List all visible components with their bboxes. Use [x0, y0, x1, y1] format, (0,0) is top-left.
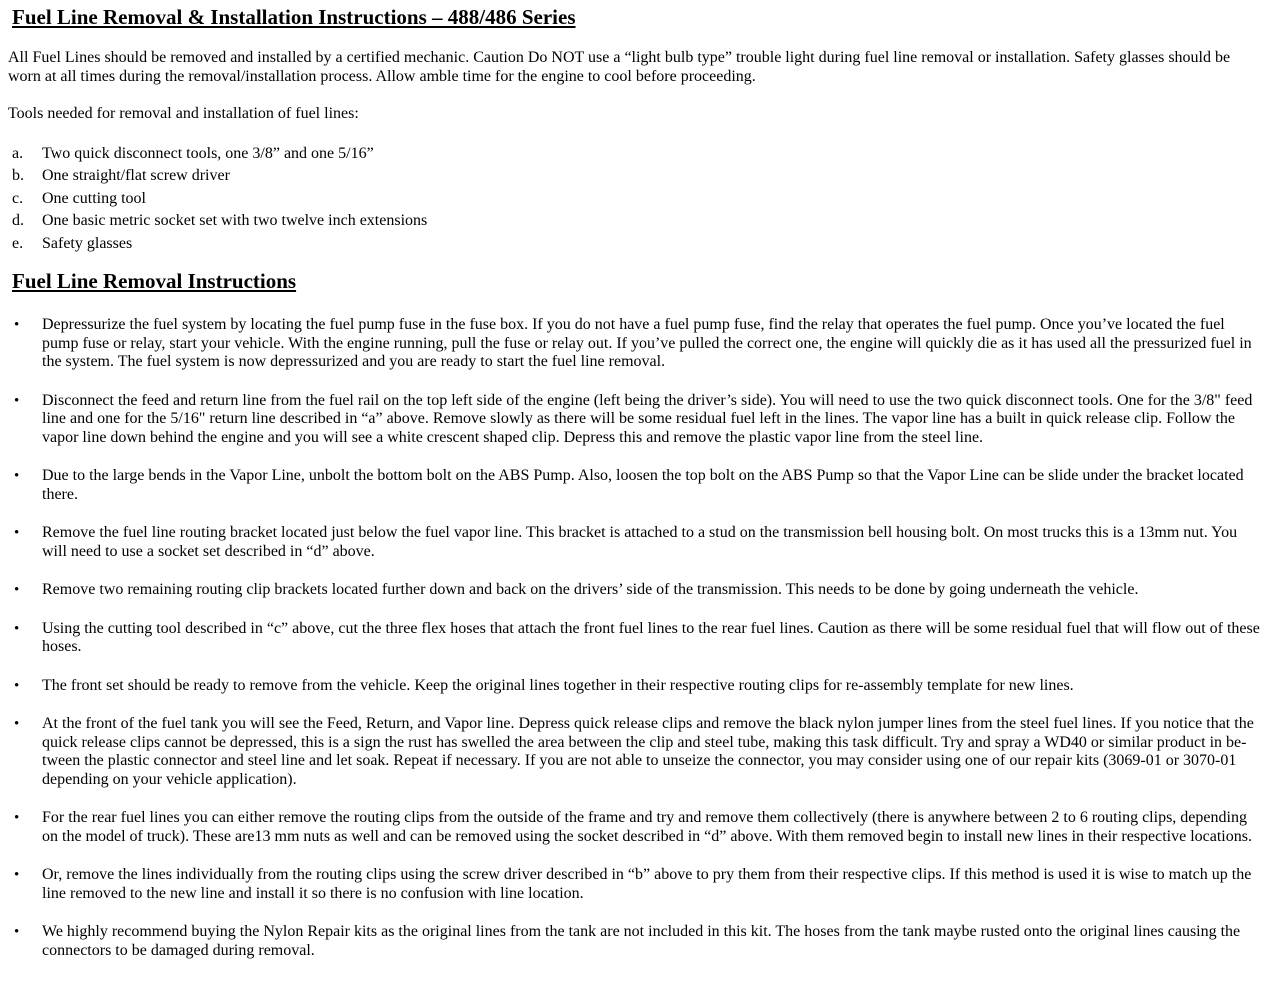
bullet-icon: •: [14, 392, 20, 409]
instruction-item: [14, 923, 1264, 960]
tool-item-text: One basic metric socket set with two twelve inch extensions: [42, 212, 428, 229]
tool-item-text: Two quick disconnect tools, one 3/8” and one 5/16”: [42, 144, 374, 162]
instruction-item: [14, 392, 1264, 448]
tool-item-text: One straight/flat screw driver: [42, 167, 230, 184]
instruction-text: Or, remove the lines individually from the routing clips using the screw driver described in “b” above to pry them from their respective clips. If this method is used it is wise to match up the line removed to the new line and install it so there is no confusion with line location.: [42, 866, 1252, 902]
instruction-item: [14, 620, 1264, 657]
instruction-text: The front set should be ready to remove from the vehicle. Keep the original lines together in their respective routing clips for re-assembly template for new lines.: [42, 676, 1074, 694]
tool-list-item: [12, 190, 1264, 209]
instruction-text: Depressurize the fuel system by locating the fuel pump fuse in the fuse box. If you do not have a fuel pump fuse, find the relay that operates the fuel pump. Once you’ve located the fuel pump fuse or relay, start your vehicle. With the engine running, pull the fuse or relay out. If you’ve pulled the correct one, the engine will quickly die as it has used all the pressurized fuel in the system. The fuel system is now depressurized and you are ready to start the fuel line removal.: [42, 316, 1252, 370]
intro-paragraph: All Fuel Lines should be removed and installed by a certified mechanic. Caution Do NOT use a “light bulb type” trouble light during fuel line removal or installation. Safety glasses should be worn at all times during the removal/installation process. Allow amble time for the engine to cool before proceeding.: [8, 49, 1231, 85]
tool-list-item: [12, 212, 1264, 231]
tool-list-item: [12, 145, 1264, 164]
instruction-item: [14, 715, 1264, 789]
instruction-text: Remove the fuel line routing bracket located just below the fuel vapor line. This bracket is attached to a stud on the transmission bell housing bolt. On most trucks this is a 13mm nut. You will need to use a socket set described in “d” above.: [42, 524, 1238, 560]
instruction-item: [14, 809, 1264, 846]
tool-list-item: [12, 167, 1264, 186]
instruction-item: [14, 866, 1264, 903]
removal-instructions-list: [8, 316, 1264, 960]
instruction-item: [14, 581, 1264, 600]
tool-item-text: Safety glasses: [42, 234, 133, 252]
bullet-icon: •: [14, 867, 20, 883]
tools-list-heading: Tools needed for removal and installation of fuel lines:: [8, 105, 359, 122]
list-marker: c.: [12, 189, 24, 207]
instruction-item: [14, 677, 1264, 696]
list-marker: d.: [12, 212, 24, 229]
bullet-icon: •: [14, 525, 20, 541]
tool-item-text: One cutting tool: [42, 189, 146, 207]
instruction-text: At the front of the fuel tank you will see the Feed, Return, and Vapor line. Depress quick release clips and remove the black nylon jumper lines from the steel fuel lines. If you notice that the quick release clips cannot be depressed, this is a sign the rust has swelled the area between the clip and steel tube, making this task difficult. Try and spray a WD40 or similar product in be-tween the plastic connector and steel line and let soak. Repeat if necessary. If you are not able to unseize the connector, you may consider using one of our repair kits (3069-01 or 3070-01 depending on your vehicle application).: [42, 715, 1254, 788]
tool-list-item: [12, 235, 1264, 254]
page-title: Fuel Line Removal & Installation Instructions – 488/486 Series: [12, 5, 576, 29]
instruction-item: [14, 524, 1264, 561]
list-marker: a.: [12, 144, 24, 162]
instruction-text: Remove two remaining routing clip brackets located further down and back on the drivers’ side of the transmission. This needs to be done by going underneath the vehicle.: [42, 581, 1139, 598]
tools-list: [8, 145, 1264, 254]
bullet-icon: •: [14, 620, 20, 637]
instruction-item: [14, 467, 1264, 504]
instruction-item: [14, 316, 1264, 372]
bullet-icon: •: [14, 716, 20, 732]
list-marker: e.: [12, 234, 24, 252]
removal-section-heading: Fuel Line Removal Instructions: [12, 269, 297, 293]
instruction-text: Disconnect the feed and return line from the fuel rail on the top left side of the engine (left being the driver’s side). You will need to use the two quick disconnect tools. One for the 3/8" feed line and one for the 5/16" return line described in “a” above. Remove slowly as there will be some residual fuel left in the lines. The vapor line has a built in quick release clip. Follow the vapor line down behind the engine and you will see a white crescent shaped clip. Depress this and remove the plastic vapor line from the steel line.: [42, 391, 1253, 446]
list-marker: b.: [12, 167, 24, 184]
bullet-icon: •: [14, 468, 20, 484]
bullet-icon: •: [14, 677, 20, 694]
instruction-text: Using the cutting tool described in “c” above, cut the three flex hoses that attach the front fuel lines to the rear fuel lines. Caution as there will be some residual fuel that will flow out of these hoses.: [42, 619, 1260, 655]
bullet-icon: •: [14, 924, 20, 940]
instruction-text: Due to the large bends in the Vapor Line, unbolt the bottom bolt on the ABS Pump. Also, loosen the top bolt on the ABS Pump so that the Vapor Line can be slide under the bracket located there.: [42, 467, 1244, 503]
bullet-icon: •: [14, 317, 20, 333]
bullet-icon: •: [14, 582, 20, 598]
instruction-text: For the rear fuel lines you can either remove the routing clips from the outside of the frame and try and remove them collectively (there is anywhere between 2 to 6 routing clips, depending on the model of truck). These are13 mm nuts as well and can be removed using the socket described in “d” above. With them removed begin to install new lines in their respective locations.: [42, 809, 1252, 845]
bullet-icon: •: [14, 810, 20, 826]
instruction-text: We highly recommend buying the Nylon Repair kits as the original lines from the tank are not included in this kit. The hoses from the tank maybe rusted onto the original lines causing the connectors to be damaged during removal.: [42, 923, 1241, 959]
